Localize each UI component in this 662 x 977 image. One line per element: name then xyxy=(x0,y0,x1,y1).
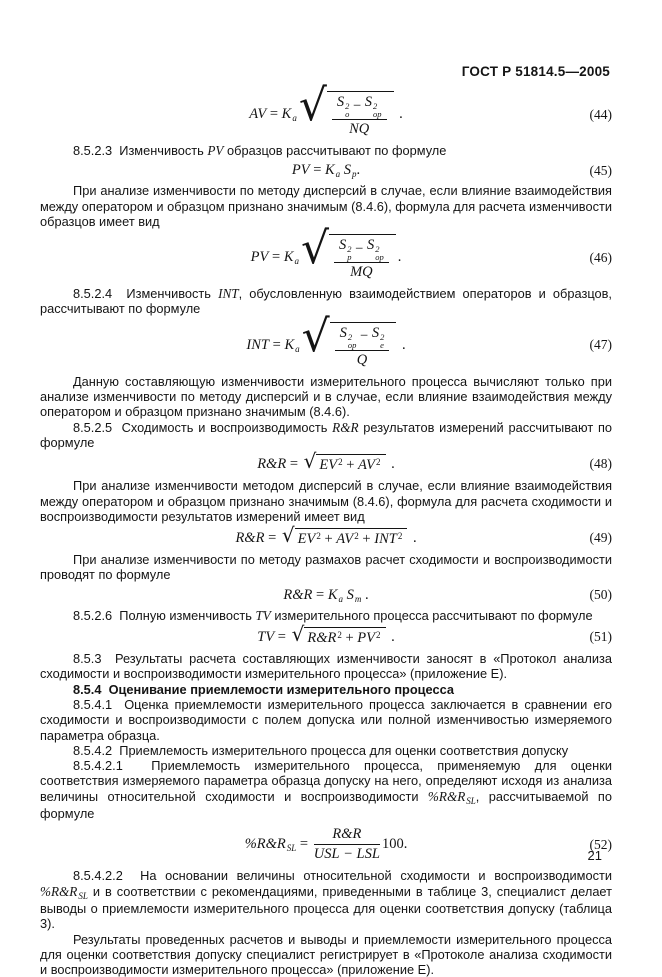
square-root xyxy=(299,91,394,138)
subscript: m xyxy=(355,594,362,604)
math-roman: = xyxy=(312,587,327,604)
paragraph xyxy=(40,697,612,743)
formula xyxy=(235,528,416,548)
radical-sign-icon: √ xyxy=(299,87,327,125)
math-roman: 100. xyxy=(382,836,407,853)
math-variable: $S_m$ xyxy=(347,587,362,604)
math-roman: = xyxy=(296,836,311,853)
math-roman: = xyxy=(286,456,301,473)
text-run: При анализе изменчивости по методу размахов расчет сходимости и воспроизводимости проводят по формуле xyxy=(40,552,612,582)
paragraph xyxy=(40,143,612,158)
formula-number: (46) xyxy=(590,250,613,265)
paragraph xyxy=(40,651,612,682)
paragraph xyxy=(40,374,612,420)
math-roman: = xyxy=(266,106,281,123)
math-variable: PV xyxy=(251,249,269,266)
math-roman: − xyxy=(349,98,364,115)
subscript: a xyxy=(336,169,341,179)
square-root xyxy=(302,322,397,369)
paragraph xyxy=(40,932,612,977)
sqrt-body xyxy=(316,454,385,474)
math-roman: = xyxy=(264,530,279,547)
math-variable: INT xyxy=(246,337,269,354)
sqrt-body xyxy=(330,322,397,369)
math-roman: = xyxy=(268,249,283,266)
fraction xyxy=(314,826,380,863)
sup-sub-stack xyxy=(348,333,357,349)
formula-number-cell xyxy=(406,337,612,353)
superscript: 2 xyxy=(354,531,359,541)
math-roman: + xyxy=(343,457,358,474)
paragraph xyxy=(40,420,612,451)
superscript: 2 xyxy=(347,245,351,253)
square-root xyxy=(304,454,386,474)
math-roman: . xyxy=(388,456,395,473)
numerator xyxy=(334,237,389,263)
math-variable: PV xyxy=(292,162,310,179)
formula-row xyxy=(40,528,612,548)
math-variable: $\%R\&R_{SL}$ xyxy=(428,789,476,804)
formula-row xyxy=(40,454,612,474)
math-variable: $\%R\&R_{SL}$ xyxy=(245,836,297,853)
formula-row xyxy=(40,587,612,604)
math-variable: R&R xyxy=(257,456,286,473)
math-variable: $K_a$ xyxy=(284,337,299,354)
math-variable: R&R xyxy=(332,826,361,843)
math-roman: + xyxy=(359,531,374,548)
denominator xyxy=(314,845,380,863)
math-variable: S 2 op xyxy=(340,325,357,349)
math-roman: . xyxy=(361,587,368,604)
math-variable: Q xyxy=(357,352,367,369)
superscript: 2 xyxy=(380,333,384,341)
formula-number-cell xyxy=(369,587,612,603)
math-roman: − xyxy=(352,241,367,258)
document-content xyxy=(40,86,612,977)
text-run: , обусловленную взаимодействием операторов и образцов, рассчитывают по формуле xyxy=(40,286,612,316)
page-number: 21 xyxy=(588,848,602,863)
text-run: Данную составляющую изменчивости измерительного процесса вычисляют только при анализе изменчивости по методу дисперсий и в случае, если влияние взаимодействия между оператором и образцом признано значимым (8.4.6). xyxy=(40,374,612,420)
text-run: образцов рассчитывают по формуле xyxy=(224,143,447,158)
subscript: a xyxy=(292,113,297,123)
text-run: При анализе изменчивости по методу дисперсий в случае, если влияние взаимодействия между оператором и образцом признано значимым (8.4.6), формула для расчета изменчивости образцов имеет вид xyxy=(40,183,612,229)
square-root xyxy=(292,627,386,647)
subscript: op xyxy=(375,253,384,261)
superscript: 2 xyxy=(337,630,342,640)
formula-number: (44) xyxy=(590,107,613,122)
text-run: 8.5.2.3 Изменчивость xyxy=(73,143,207,158)
superscript: 2 xyxy=(398,531,403,541)
formula-number: (51) xyxy=(590,629,613,644)
math-variable: MQ xyxy=(350,264,373,281)
text-run: результатов измерений рассчитывают по формуле xyxy=(40,420,612,450)
text-run: 8.5.4.2.1 Приемлемость измерительного процесса, применяемую для оценки соответствия измеряемого параметра образца допуску на него, определяют исходя из анализа величины относительной сходимости и воспроизводимости xyxy=(40,758,612,804)
superscript: 2 xyxy=(348,333,357,341)
text-run: , рассчитываемой по формуле xyxy=(40,789,612,821)
math-variable: $S_p$ xyxy=(344,162,357,179)
text-run: При анализе изменчивости методом дисперсий в случае, если влияние взаимодействия между оператором и образцом признано значимым (8.4.6), формула для расчета сходимости и воспроизводимости результатов измерений имеет вид xyxy=(40,478,612,524)
formula xyxy=(257,454,395,474)
sqrt-body xyxy=(295,528,408,548)
math-variable: PV xyxy=(357,630,375,647)
fraction xyxy=(332,94,387,138)
math-roman: = xyxy=(274,629,289,646)
formula-number-cell xyxy=(401,250,612,266)
sqrt-body xyxy=(304,627,385,647)
math-variable: AV xyxy=(249,106,266,123)
math-variable: TV xyxy=(255,608,270,623)
formula xyxy=(249,91,403,138)
formula xyxy=(246,322,405,369)
paragraph xyxy=(40,608,612,623)
superscript: 2 xyxy=(345,102,349,110)
formula-number-cell xyxy=(360,163,612,179)
paragraph xyxy=(40,478,612,524)
radical-sign-icon: √ xyxy=(302,318,330,356)
math-variable: $K_a$ xyxy=(284,249,299,266)
subscript: SL xyxy=(287,843,297,853)
radical-sign-icon: √ xyxy=(282,526,295,544)
math-variable: AV xyxy=(358,457,375,474)
math-variable: $\%R\&R_{SL}$ xyxy=(40,884,88,899)
subscript: p xyxy=(352,169,357,179)
formula-number-cell xyxy=(395,456,612,472)
sup-sub-stack xyxy=(380,333,384,349)
math-variable: S 2 o xyxy=(337,94,350,118)
formula-row xyxy=(40,91,612,138)
formula xyxy=(251,234,402,281)
paragraph xyxy=(40,868,612,931)
subscript: a xyxy=(294,256,299,266)
math-variable: $K_a$ xyxy=(325,162,340,179)
math-variable: S 2 e xyxy=(372,325,385,349)
text-run: 8.5.2.6 Полную изменчивость xyxy=(73,608,255,623)
formula xyxy=(245,826,408,863)
sqrt-body xyxy=(327,91,394,138)
subscript: o xyxy=(345,110,349,118)
denominator xyxy=(335,351,390,369)
math-variable: S 2 p xyxy=(339,237,352,261)
math-variable: INT xyxy=(218,286,239,301)
math-variable: R&R xyxy=(283,587,312,604)
formula-number: (52) xyxy=(590,837,613,852)
formula-row xyxy=(40,627,612,647)
square-root xyxy=(282,528,407,548)
text-run: 8.5.4.1 Оценка приемлемости измерительного процесса заключается в сравнении его сходимости и воспроизводимости с полем допуска или полной изменчивостью измеряемого параметра образца. xyxy=(40,697,612,743)
paragraph xyxy=(40,552,612,583)
page-header: ГОСТ Р 51814.5—2005 xyxy=(462,64,610,79)
subscript: op xyxy=(373,110,382,118)
math-roman: = xyxy=(269,337,284,354)
fraction xyxy=(334,237,389,281)
text-run: 8.5.4 Оценивание приемлемости измерительного процесса xyxy=(73,682,454,697)
superscript: 2 xyxy=(338,457,343,467)
denominator xyxy=(332,120,387,138)
subscript: SL xyxy=(78,891,88,901)
math-variable: $K_a$ xyxy=(328,587,343,604)
math-variable: INT xyxy=(374,531,397,548)
superscript: 2 xyxy=(373,102,382,110)
math-variable: USL − LSL xyxy=(314,846,380,863)
formula-number: (49) xyxy=(590,530,613,545)
math-roman: . xyxy=(388,629,395,646)
formula xyxy=(283,587,368,604)
math-variable: R&R xyxy=(332,420,358,435)
text-run: 8.5.4.2 Приемлемость измерительного процесса для оценки соответствия допуску xyxy=(73,743,568,758)
math-variable: S 2 op xyxy=(367,237,384,261)
numerator xyxy=(332,94,387,120)
section-heading xyxy=(40,682,612,697)
math-variable: PV xyxy=(207,143,223,158)
math-roman: + xyxy=(321,531,336,548)
math-roman: + xyxy=(342,630,357,647)
formula-number-cell xyxy=(407,837,612,853)
sqrt-body xyxy=(329,234,396,281)
subscript: SL xyxy=(466,796,476,806)
square-root xyxy=(301,234,396,281)
paragraph xyxy=(40,758,612,821)
text-run: 8.5.2.5 Сходимость и воспроизводимость xyxy=(73,420,332,435)
radical-sign-icon: √ xyxy=(292,625,305,643)
subscript: e xyxy=(380,341,384,349)
text-run: измерительного процесса рассчитывают по формуле xyxy=(271,608,593,623)
formula-number-cell xyxy=(403,107,612,123)
text-run: 8.5.2.4 Изменчивость xyxy=(73,286,218,301)
math-roman: = xyxy=(310,162,325,179)
math-variable: S 2 op xyxy=(365,94,382,118)
numerator xyxy=(335,325,390,351)
math-variable: R&R xyxy=(235,530,264,547)
subscript: a xyxy=(295,344,300,354)
formula-number-cell xyxy=(417,530,612,546)
subscript: a xyxy=(339,594,344,604)
radical-sign-icon: √ xyxy=(301,230,329,268)
text-run: 8.5.4.2.2 На основании величины относительной сходимости и воспроизводимости xyxy=(73,868,612,883)
subscript: op xyxy=(348,341,357,349)
math-roman: . xyxy=(409,530,416,547)
formula xyxy=(292,162,360,179)
formula xyxy=(257,627,395,647)
fraction xyxy=(335,325,390,369)
numerator xyxy=(314,826,380,845)
text-run: 8.5.3 Результаты расчета составляющих изменчивости заносят в «Протокол анализа сходимости и воспроизводимости измерительного процесса» (приложение Е). xyxy=(40,651,612,681)
formula-number: (50) xyxy=(590,587,613,602)
math-roman: . xyxy=(398,337,405,354)
sup-sub-stack xyxy=(373,102,382,118)
math-roman: . xyxy=(357,162,361,179)
math-variable: EV xyxy=(298,531,316,548)
math-variable: TV xyxy=(257,629,274,646)
radical-sign-icon: √ xyxy=(304,452,317,470)
superscript: 2 xyxy=(376,630,381,640)
text-run: и в соответствии с рекомендациями, приведенными в таблице 3, специалист делает выводы о приемлемости измерительного процесса для оценки соответствия допуску (таблица 3). xyxy=(40,884,612,932)
math-variable: NQ xyxy=(349,121,369,138)
sup-sub-stack xyxy=(375,245,384,261)
math-roman: − xyxy=(356,328,371,345)
paragraph xyxy=(40,743,612,758)
superscript: 2 xyxy=(316,531,321,541)
math-roman: . xyxy=(396,106,403,123)
formula-number-cell xyxy=(395,629,612,645)
subscript: p xyxy=(347,253,351,261)
superscript: 2 xyxy=(375,245,384,253)
formula-row xyxy=(40,826,612,863)
math-variable: EV xyxy=(319,457,337,474)
formula-number: (47) xyxy=(590,337,613,352)
denominator xyxy=(334,263,389,281)
formula-row xyxy=(40,322,612,369)
formula-number: (45) xyxy=(590,163,613,178)
math-variable: AV xyxy=(336,531,353,548)
formula-row xyxy=(40,162,612,179)
formula-number: (48) xyxy=(590,456,613,471)
math-roman: . xyxy=(398,249,402,266)
text-run: Результаты проведенных расчетов и выводы и приемлемости измерительного процесса для оценки соответствия допуску специалист регистрирует в «Протоколе анализа сходимости и воспроизводимости измерительного процесса» (приложение Е). xyxy=(40,932,612,977)
superscript: 2 xyxy=(376,457,381,467)
formula-row xyxy=(40,234,612,281)
math-variable: $K_a$ xyxy=(282,106,297,123)
math-variable: R&R xyxy=(307,630,336,647)
